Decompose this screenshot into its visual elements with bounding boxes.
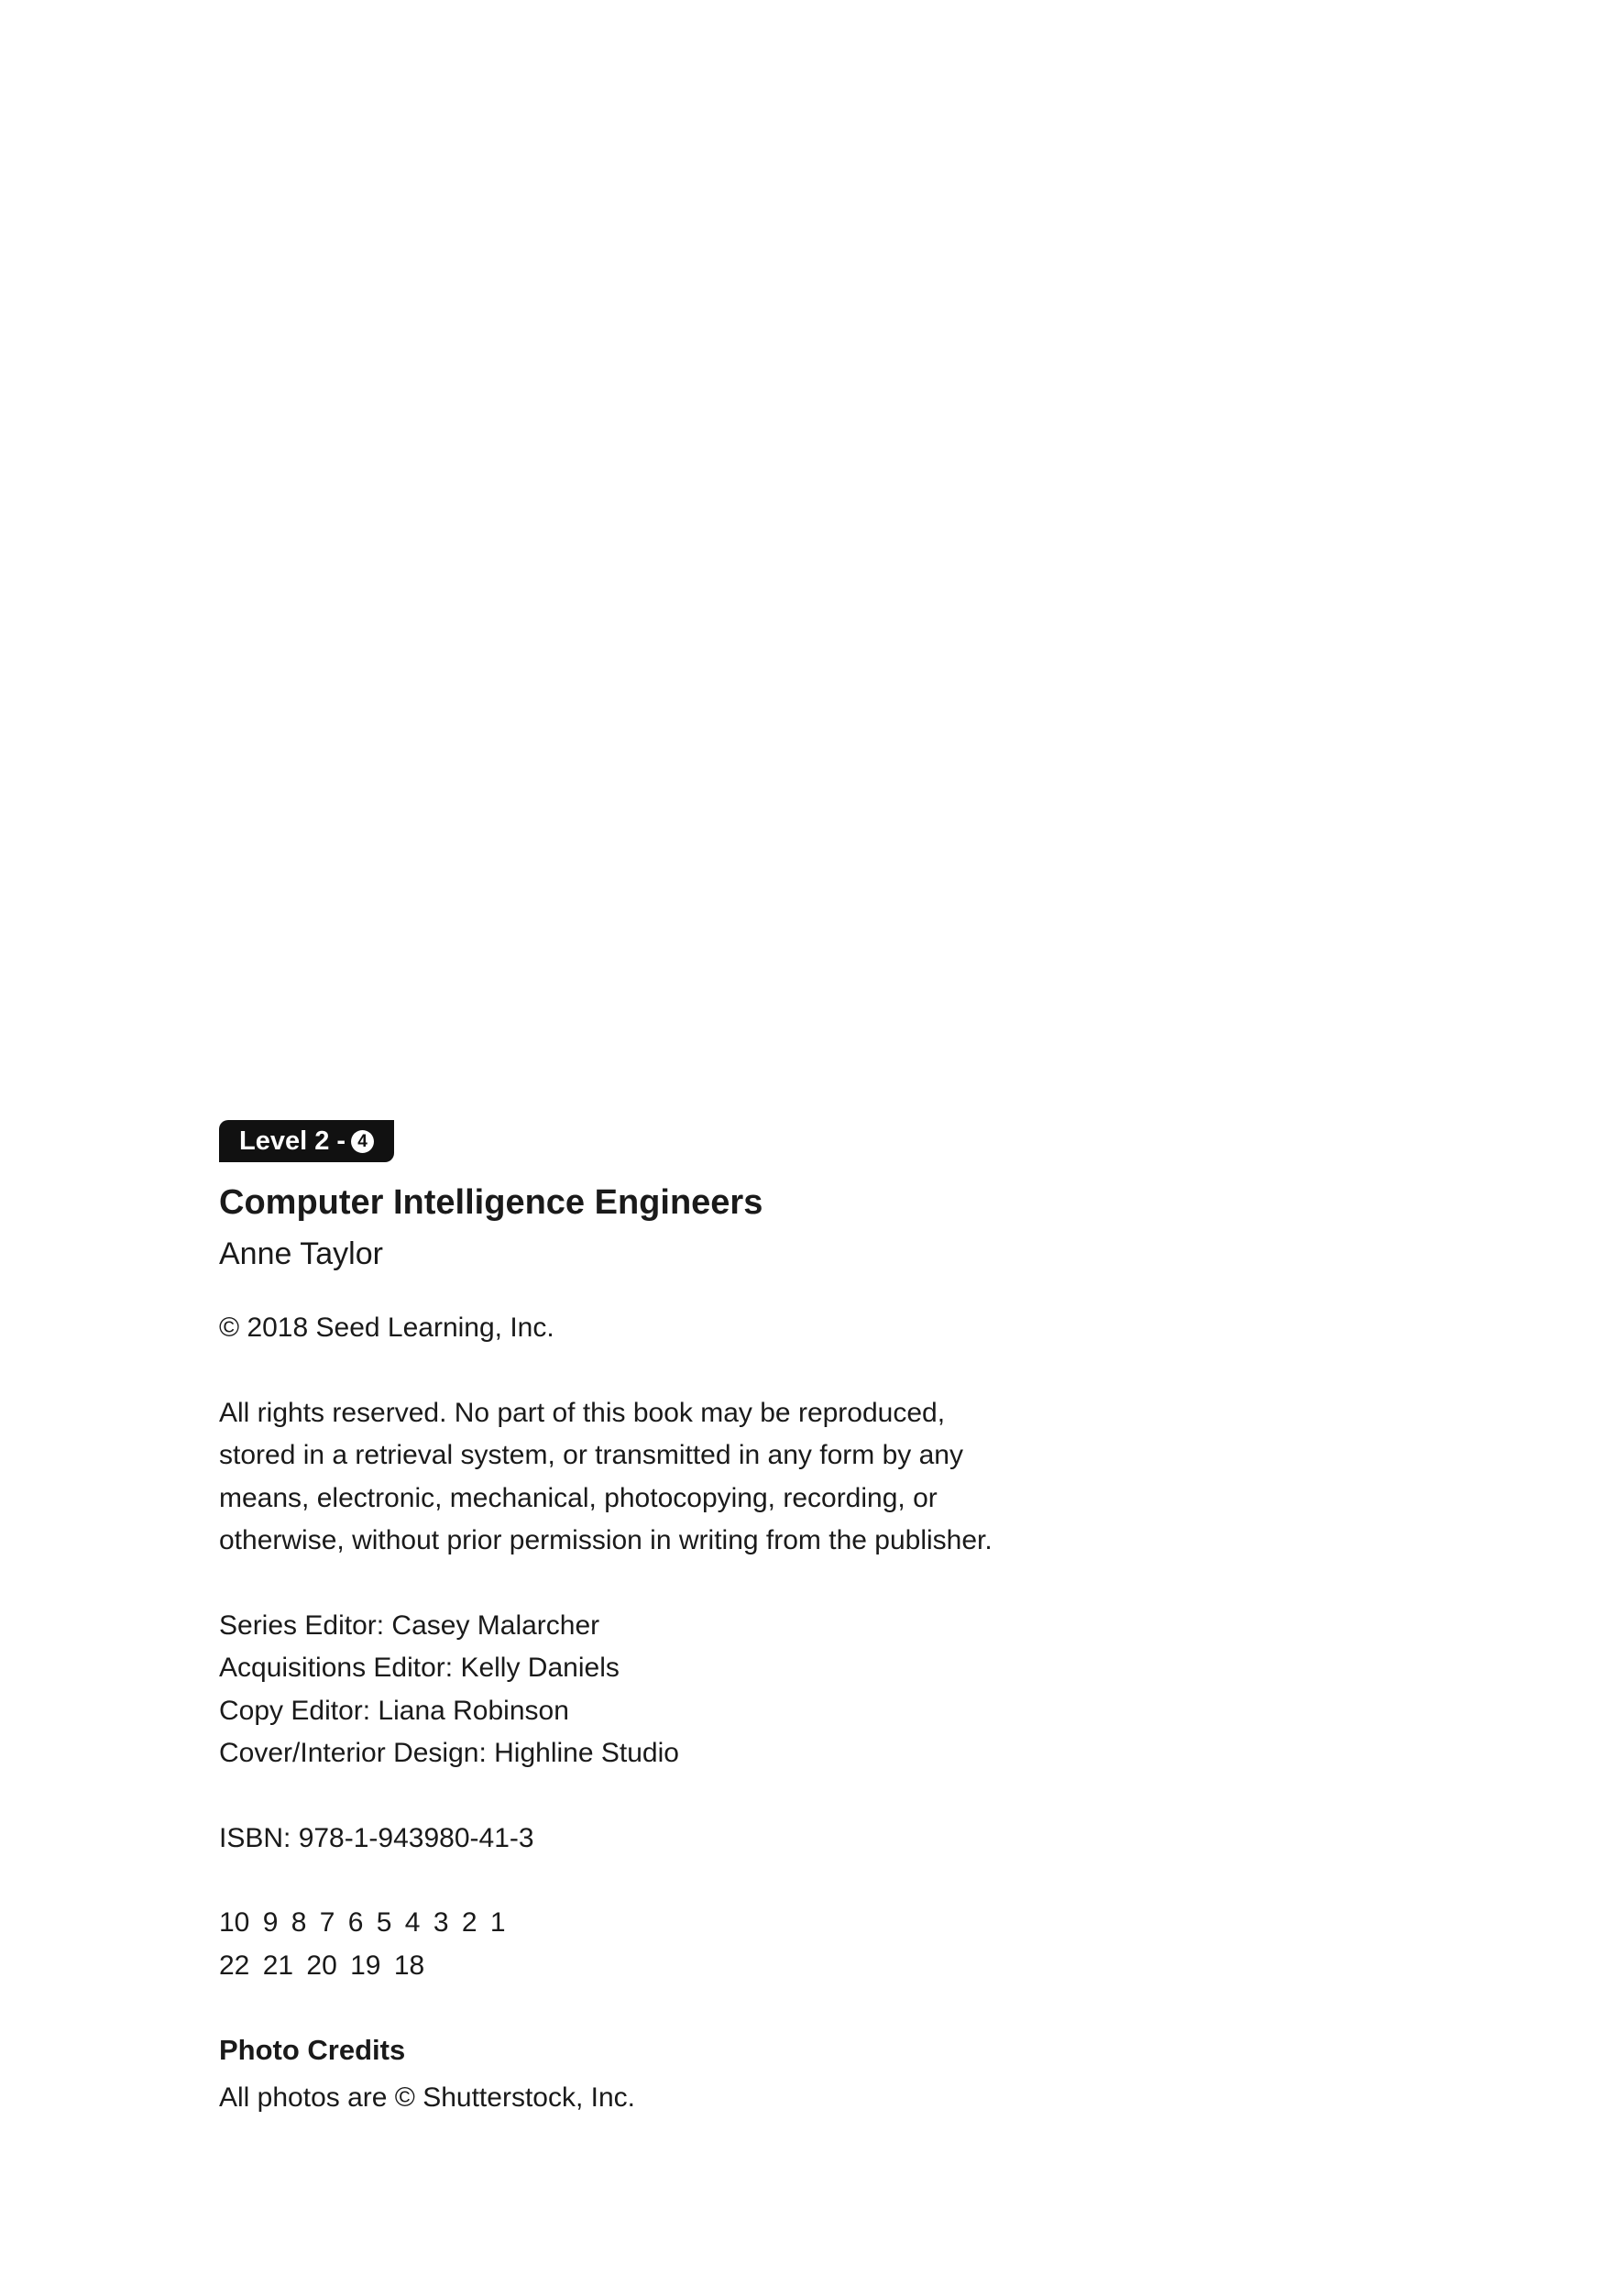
copyright-notice: © 2018 Seed Learning, Inc. bbox=[219, 1313, 554, 1344]
author-name: Anne Taylor bbox=[219, 1236, 383, 1271]
level-badge bbox=[219, 1120, 394, 1162]
level-badge-label: Level 2 - bbox=[239, 1126, 346, 1156]
rights-line: otherwise, without prior permission in writing from the publisher. bbox=[219, 1525, 993, 1556]
printing-years: 22 21 20 19 18 bbox=[219, 1950, 425, 1981]
credit-design: Cover/Interior Design: Highline Studio bbox=[219, 1738, 679, 1769]
editorial-credits bbox=[219, 1605, 1227, 1775]
rights-line: means, electronic, mechanical, photocopying, recording, or bbox=[219, 1482, 938, 1513]
printing-numbers: 10 9 8 7 6 5 4 3 2 1 bbox=[219, 1907, 506, 1939]
rights-statement bbox=[219, 1392, 1227, 1563]
rights-line: All rights reserved. No part of this book may be reproduced, bbox=[219, 1397, 946, 1428]
isbn: ISBN: 978-1-943980-41-3 bbox=[219, 1822, 534, 1853]
credit-copy-editor: Copy Editor: Liana Robinson bbox=[219, 1695, 569, 1726]
credit-series-editor: Series Editor: Casey Malarcher bbox=[219, 1609, 600, 1641]
rights-line: stored in a retrieval system, or transmitted in any form by any bbox=[219, 1440, 963, 1471]
photo-credits-heading: Photo Credits bbox=[219, 2034, 406, 2067]
imprint-block bbox=[219, 1120, 1227, 2119]
level-number-circle: 4 bbox=[351, 1130, 374, 1153]
printing-line bbox=[219, 1902, 1227, 1987]
book-title: Computer Intelligence Engineers bbox=[219, 1183, 763, 1222]
credit-acquisitions-editor: Acquisitions Editor: Kelly Daniels bbox=[219, 1653, 620, 1684]
photo-credits-text: All photos are © Shutterstock, Inc. bbox=[219, 2082, 635, 2114]
